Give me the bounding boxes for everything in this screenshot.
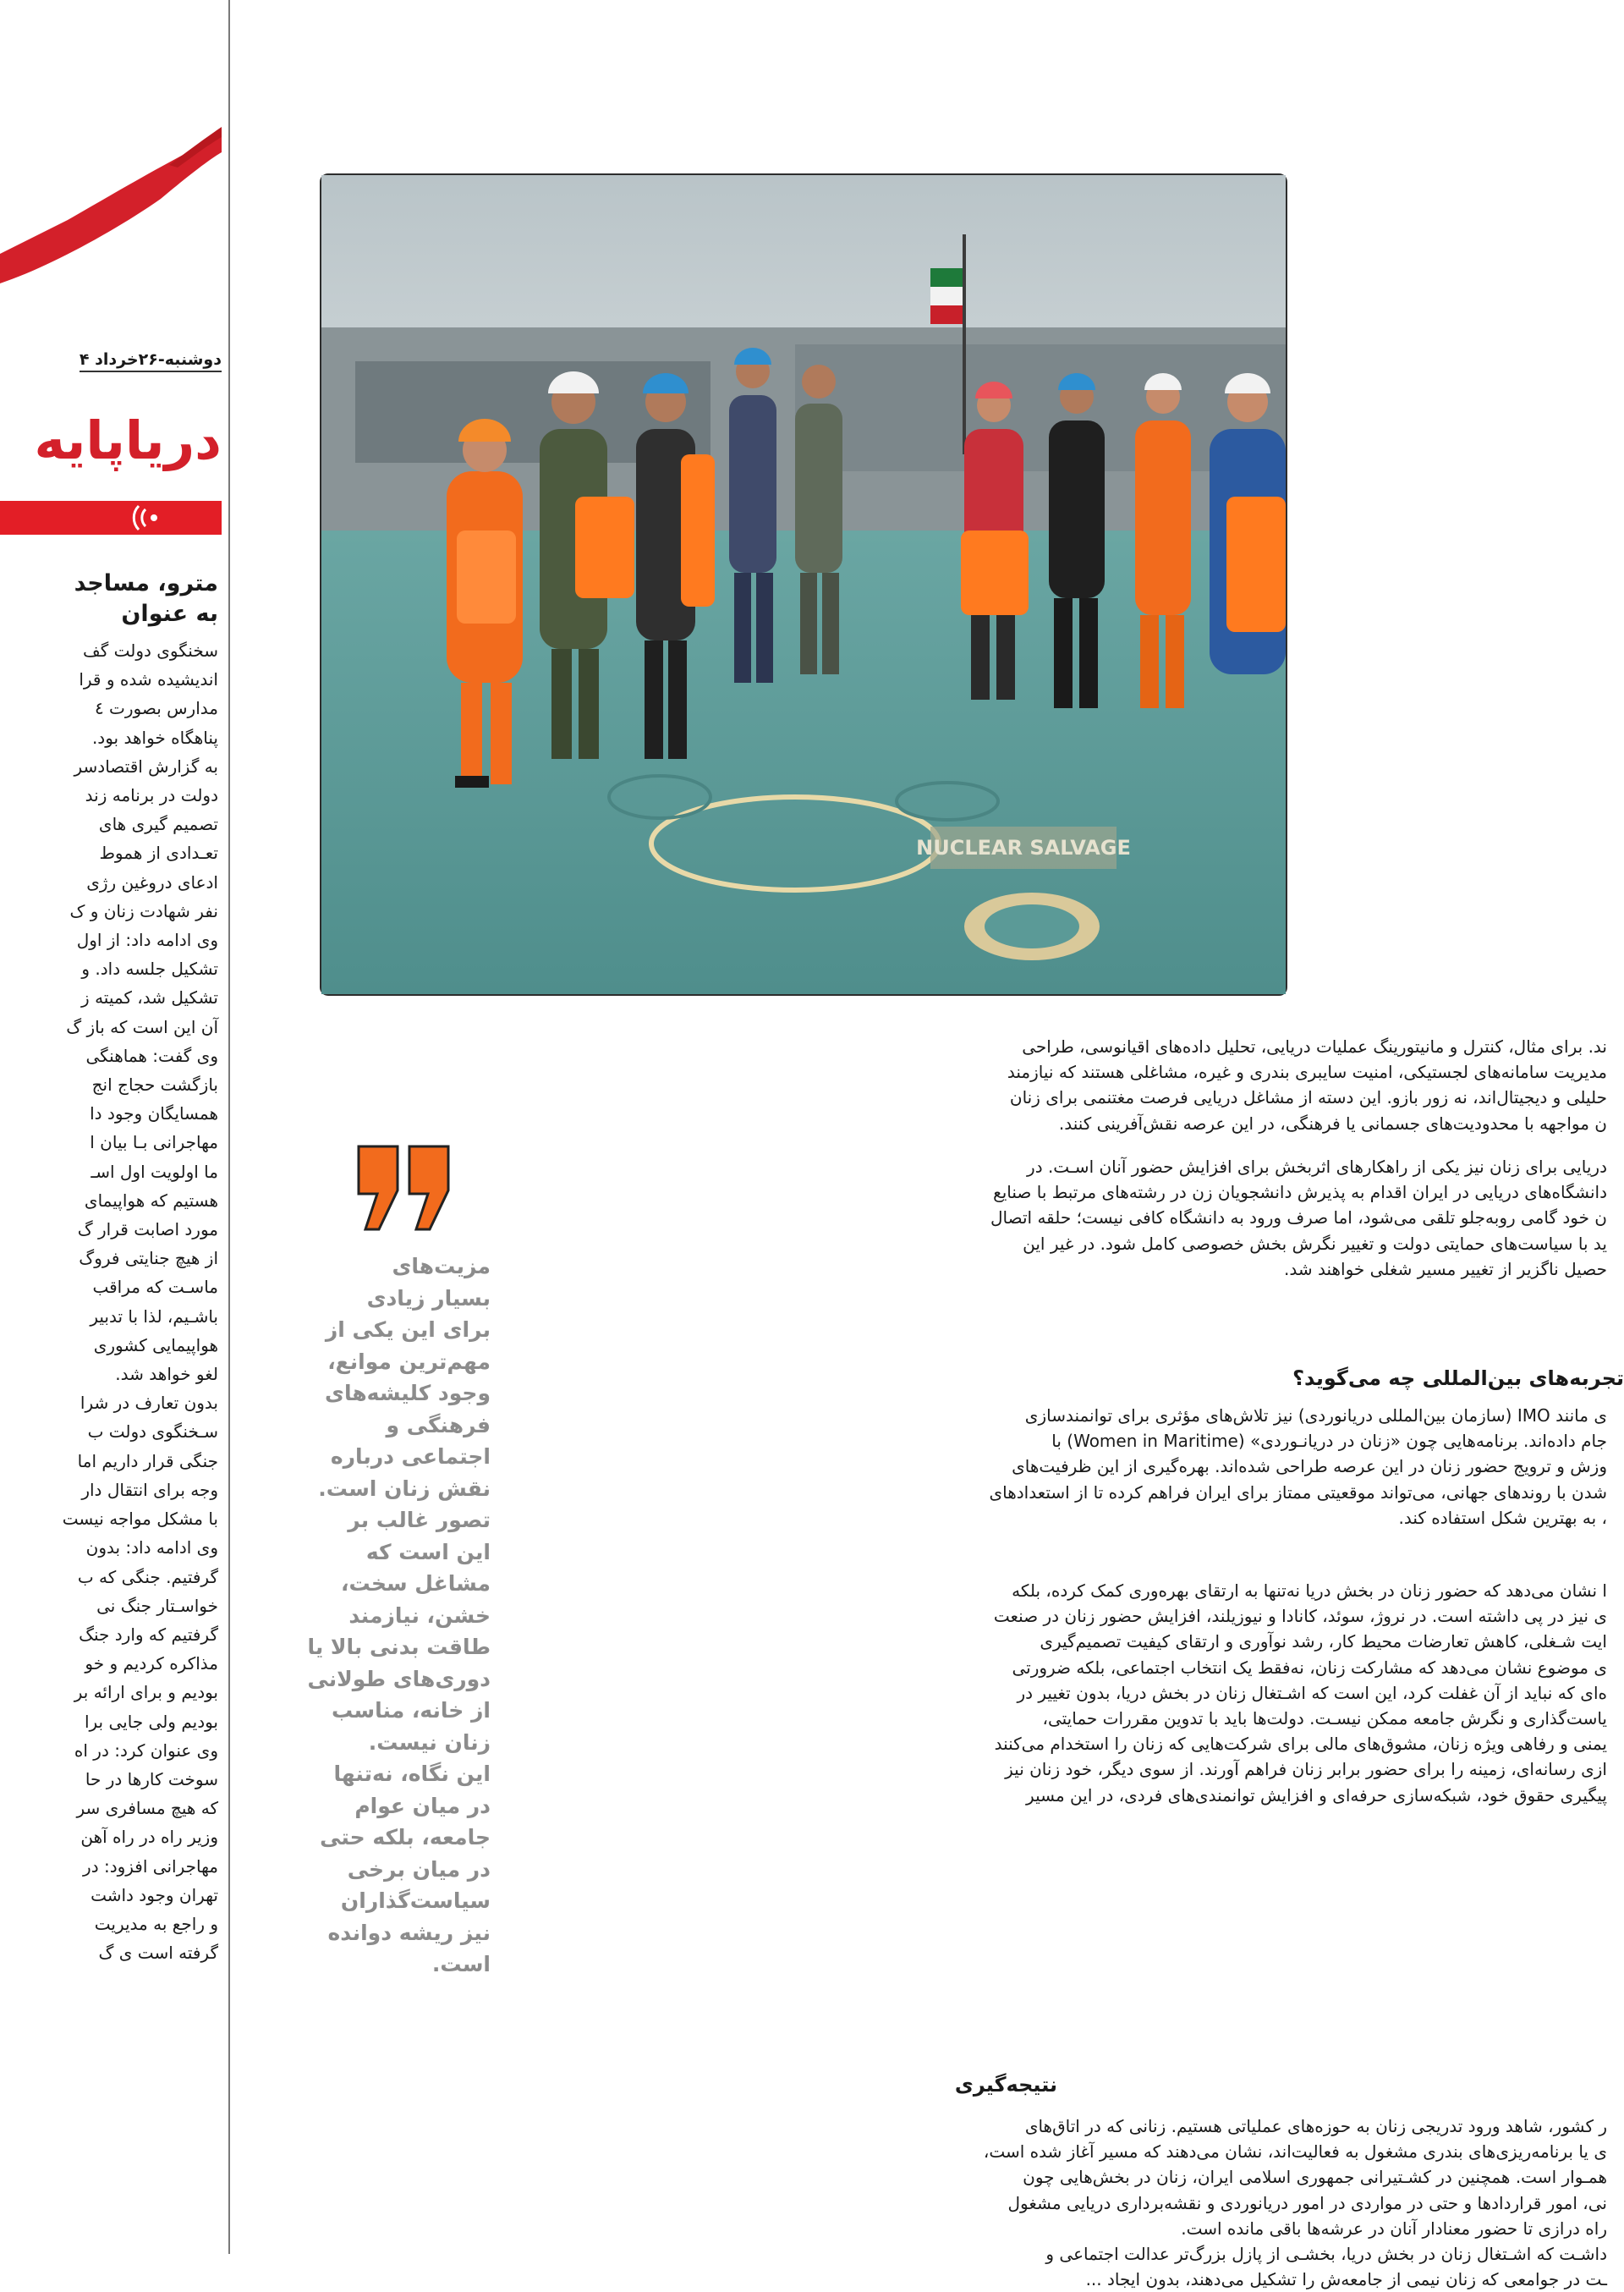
article-line: وزش و ترویج حضور زنان در این عرصه طراحی شده‌اند. بهره‌گیری از این ظرفیت‌های [1012, 1456, 1607, 1477]
article-line: ازی رسانه‌ای، زمینه را برای حضور برابر زنان فراهم آورند. از سوی دیگر، خود زنان نیز [1005, 1759, 1607, 1780]
side-column [0, 0, 222, 2254]
news-line: تصمیم گیری های [98, 814, 218, 835]
pull-quote-line: این است که [365, 1539, 491, 1564]
pull-quote-line: در میان برخی [347, 1856, 491, 1882]
article-paragraph [541, 1578, 1607, 1808]
subheading-international: تجربه‌های بین‌المللی چه می‌گوید؟ [1292, 1366, 1624, 1390]
pull-quote-line: جامعه، بلکه حتی [320, 1825, 491, 1850]
pull-quote-line: از خانه، مناسب [332, 1698, 491, 1723]
article-paragraph [541, 1034, 1607, 1136]
article-line: پیگیری حقوق خود، شبکه‌سازی حرفه‌ای و افزایش توانمندی‌های فردی، در این مسیر [1026, 1784, 1607, 1806]
news-line: وجه برای انتقال دار [81, 1479, 218, 1500]
article-line: جام داده‌اند. برنامه‌هایی چون «زنان در دریانـوردی» (Women in Maritime) با [1051, 1431, 1607, 1452]
article-photo [320, 173, 1287, 996]
masthead-logo-swoosh-icon [0, 127, 222, 296]
article-line: دانشگاه‌های دریایی در ایران اقدام به پذیرش دانشجویان زن در رشته‌های مرتبط با صنایع [993, 1182, 1607, 1203]
article-line: مدیریت سامانه‌های لجستیکی، امنیت سایبری بندری و غیره، مشاغلی هستند که نیازمند [1007, 1062, 1607, 1083]
news-line: ما اولویت اول اسـ [91, 1161, 218, 1182]
article-line: یاست‌گذاری و نگرش جامعه ممکن نیسـت. دولت‌ها باید با تدوین مقررات حمایتی، [1042, 1708, 1607, 1729]
article-line: ی یا برنامه‌ریزی‌های بندری مشغول به فعالیت‌اند، نشان می‌دهند که مسیر آغاز شده است، [983, 2141, 1607, 2163]
pull-quote-line: وجود کلیشه‌های [325, 1381, 491, 1405]
news-line: از هیچ جنایتی فروگ [79, 1248, 218, 1269]
news-line: با مشکل مواجه نیست [62, 1509, 218, 1530]
news-line: و راجع به مدیریت [94, 1913, 218, 1934]
article-line: شدن با روندهای جهانی، می‌تواند موقعیتی ممتاز برای ایران فراهم کرده تا از استعدادهای [989, 1481, 1607, 1503]
pull-quote-line: زنان نیست. [368, 1729, 491, 1755]
article-line: همـوار است. همچنین در کشـتیرانی جمهوری اسلامی ایران، زنان در بخش‌هایی چون [1023, 2167, 1607, 2188]
pull-quote-line: نقش زنان است. [318, 1476, 491, 1501]
pull-quote-line: نیز ریشه دوانده [327, 1920, 491, 1945]
news-line: سـخنگوی دولت ب [87, 1421, 218, 1443]
news-line: سخنگوی دولت گف [83, 640, 218, 661]
article-paragraph [541, 1154, 1607, 1282]
news-line: مذاکره کردیم و خو [85, 1653, 218, 1674]
article-line: حلیلی و دیجیتال‌اند، نه زور بازو. این دسته از مشاغل دریایی فرصت مغتنمی برای زنان [1009, 1087, 1607, 1108]
pull-quote-line: مشاغل سخت، [341, 1571, 491, 1596]
news-line: وی گفت: هماهنگی [85, 1045, 218, 1066]
news-line: جنگی قرار داریم اما [77, 1450, 218, 1471]
article-line: نی، امور قراردادها و حتی در مواردی در امور دریانوردی و نقشه‌برداری دریایی مشغول [1007, 2192, 1607, 2213]
news-line: گرفتیم که وارد جنگ [79, 1624, 218, 1645]
article-line: دریایی برای زنان نیز یکی از راهکارهای اثربخش برای افزایش حضور آنان اسـت. در [1027, 1157, 1607, 1177]
side-news-body [0, 636, 218, 1967]
article-line: داشـت که اشـتغال زنان در بخش دریا، بخشـی از پازل بزرگ‌تر عدالت اجتماعی و [1045, 2244, 1607, 2265]
article-line: ند. برای مثال، کنترل و مانیتورینگ عملیات دریایی، تحلیل داده‌های اقیانوسی، طراحی [1022, 1036, 1607, 1057]
news-line: وی عنوان کرد: در اه [74, 1740, 218, 1761]
news-line: که هیچ مسافری سر [76, 1798, 218, 1819]
headline-line: مترو، مساجد [74, 570, 218, 596]
section-title: دریاپایه [34, 409, 222, 471]
news-line: بازگشت حجاج انج [91, 1075, 218, 1096]
side-news-headline [0, 569, 218, 629]
article-line: ایت شـغلی، کاهش تعارضات محیط کار، رشد نوآوری و ارتقای کیفیت تصمیم‌گیری [1040, 1631, 1607, 1652]
article-line: ر کشور، شاهد ورود تدریجی زنان به حوزه‌های عملیاتی هستیم. زنانی که در اتاق‌های [1024, 2116, 1607, 2136]
news-line: نفر شهادت زنان و ک [69, 900, 218, 921]
article-paragraph [541, 1403, 1607, 1531]
pull-quote [307, 1250, 491, 1981]
news-line: مهاجرانی بـا بیان ا [90, 1132, 218, 1153]
pull-quote-line: این نگاه، نه‌تنها [333, 1762, 491, 1786]
article-paragraph [541, 2113, 1607, 2292]
pull-quote-line: دوری‌های طولانی [307, 1666, 491, 1691]
article-line: ن مواجهه با محدودیت‌های جسمانی یا فرهنگی، در این عرصه نقش‌آفرینی کنند. [1058, 1113, 1607, 1134]
news-line: تشکیل شد، کمیته ز [81, 987, 218, 1009]
pull-quote-line: فرهنگی و [386, 1412, 491, 1437]
pull-quote-line: اجتماعی درباره [330, 1444, 491, 1469]
news-line: به گزارش اقتصادسر [74, 756, 218, 777]
pull-quote-line: مهم‌ترین موانع، [327, 1349, 491, 1374]
pull-quote-line: بسیار زیادی [366, 1285, 491, 1311]
news-line: اندیشیده شده و قرا [79, 669, 218, 690]
article-line: ه‌ای که نباید از آن غفلت کرد، این است که اشـتغال زنان در بخش دریا، بدون تغییر در [1017, 1682, 1607, 1703]
news-line: مدارس بصورت ٤ [94, 698, 218, 719]
broadcast-icon [129, 506, 162, 530]
news-line: وزیر راه در راه آهن [80, 1827, 218, 1848]
news-line: بودیم ولی جایی برا [84, 1711, 218, 1732]
deck-marking-text: NUCLEAR SALVAGE [916, 836, 1131, 860]
photo-illustration [321, 175, 1286, 994]
pull-quote-line: در میان عوام [354, 1793, 491, 1818]
pull-quote-line: است. [431, 1952, 491, 1976]
news-line: تهران وجود داشت [91, 1884, 218, 1905]
news-line: همسایگان وجود دا [90, 1103, 218, 1124]
pull-quote-line: طاقت بدنی بالا یا [307, 1635, 491, 1659]
article-line: ی مانند IMO (سازمان بین‌المللی دریانوردی) نیز تلاش‌های مؤثری برای توانمندسازی [1024, 1405, 1607, 1426]
news-line: مهاجرانی افزود: در [83, 1855, 218, 1877]
subheading-conclusion: نتیجه‌گیری [954, 2073, 1057, 2097]
news-line: دولت در برنامه زند [85, 785, 218, 806]
section-color-bar [0, 501, 222, 535]
news-line: خواسـتار جنگ نی [96, 1595, 218, 1616]
news-line: گرفتیم. جنگی که ب [77, 1566, 218, 1587]
article-line: ن خود گامی روبه‌جلو تلقی می‌شود، اما صرف ورود به دانشگاه کافی نیست؛ حلقه اتصال [990, 1207, 1607, 1228]
pull-quote-line: برای این یکی از [325, 1317, 491, 1342]
pull-quote-line: مزیت‌های [392, 1254, 491, 1278]
pull-quote-line: خشن، نیازمند [348, 1602, 491, 1628]
news-line: سوخت کارها در حا [85, 1768, 218, 1789]
news-line: تشکیل جلسه داد. و [81, 959, 218, 980]
news-line: هواپیمایی کشوری [93, 1334, 218, 1355]
pull-quote-line: سیاست‌گذاران [340, 1888, 491, 1913]
article-line: ، به بهترین شکل استفاده کند. [1398, 1507, 1607, 1528]
news-line: بودیم و برای ارائه بر [74, 1682, 218, 1703]
article-line: ی موضوع نشان می‌دهد که مشارکت زنان، نه‌فقط یک انتخاب اجتماعی، بلکه ضرورتی [1012, 1657, 1607, 1678]
news-line: وی ادامه داد: از اول [76, 930, 218, 951]
news-line: ماسـت که مراقب [92, 1277, 218, 1298]
news-line: پناهگاه خواهد بود. [91, 727, 218, 748]
news-line: ادعای دروغین رژی [86, 871, 218, 893]
news-line: تعـدادی از هموط [99, 843, 218, 864]
column-divider [228, 0, 230, 2254]
quote-marks-icon [354, 1146, 457, 1229]
issue-date: دوشنبه-۲۶خرداد ۴ [80, 350, 222, 372]
news-line: آن این است که باز گ [66, 1016, 218, 1037]
article-line: راه درازی تا حضور معنادار آنان در عرشه‌ها باقی مانده است. [1181, 2218, 1607, 2239]
pull-quote-line: تصور غالب بر [348, 1508, 491, 1532]
news-line: وی ادامه داد: بدون [85, 1537, 218, 1558]
article-line: ـت در جوامعی که زنان نیمی از جامعه‌ش را تشکیل می‌دهند، بدون ایجاد ... [1085, 2269, 1607, 2290]
article-line: ید با سیاست‌های حمایتی دولت و تغییر نگرش بخش خصوصی کامل شود. در غیر این [1023, 1233, 1607, 1254]
article-line: حصیل ناگزیر از تغییر مسیر شغلی خواهند شد. [1283, 1258, 1607, 1279]
news-line: باشـیم، لذا با تدبیر [90, 1305, 218, 1327]
article-line: ی نیز در پی داشته است. در نروژ، سوئد، کانادا و نیوزیلند، افزایش حضور زنان در صنعت [993, 1606, 1607, 1627]
news-line: مورد اصابت قرار گ [77, 1219, 218, 1240]
headline-line: به عنوان [121, 601, 218, 627]
news-line: لغو خواهد شد. [115, 1364, 218, 1385]
article-line: یمنی و رفاهی ویژه زنان، مشوق‌های مالی برای شرکت‌هایی که زنان را استخدام می‌کنند [994, 1734, 1607, 1755]
news-line: هستیم که هواپیمای [84, 1190, 218, 1211]
news-line: بدون تعارف در شرا [80, 1393, 218, 1414]
article-line: ا نشان می‌دهد که حضور زنان در بخش دریا نه‌تنها به ارتقای بهره‌وری کمک کرده، بلکه [1012, 1580, 1607, 1601]
news-line: گرفته است ی گ [98, 1943, 218, 1964]
